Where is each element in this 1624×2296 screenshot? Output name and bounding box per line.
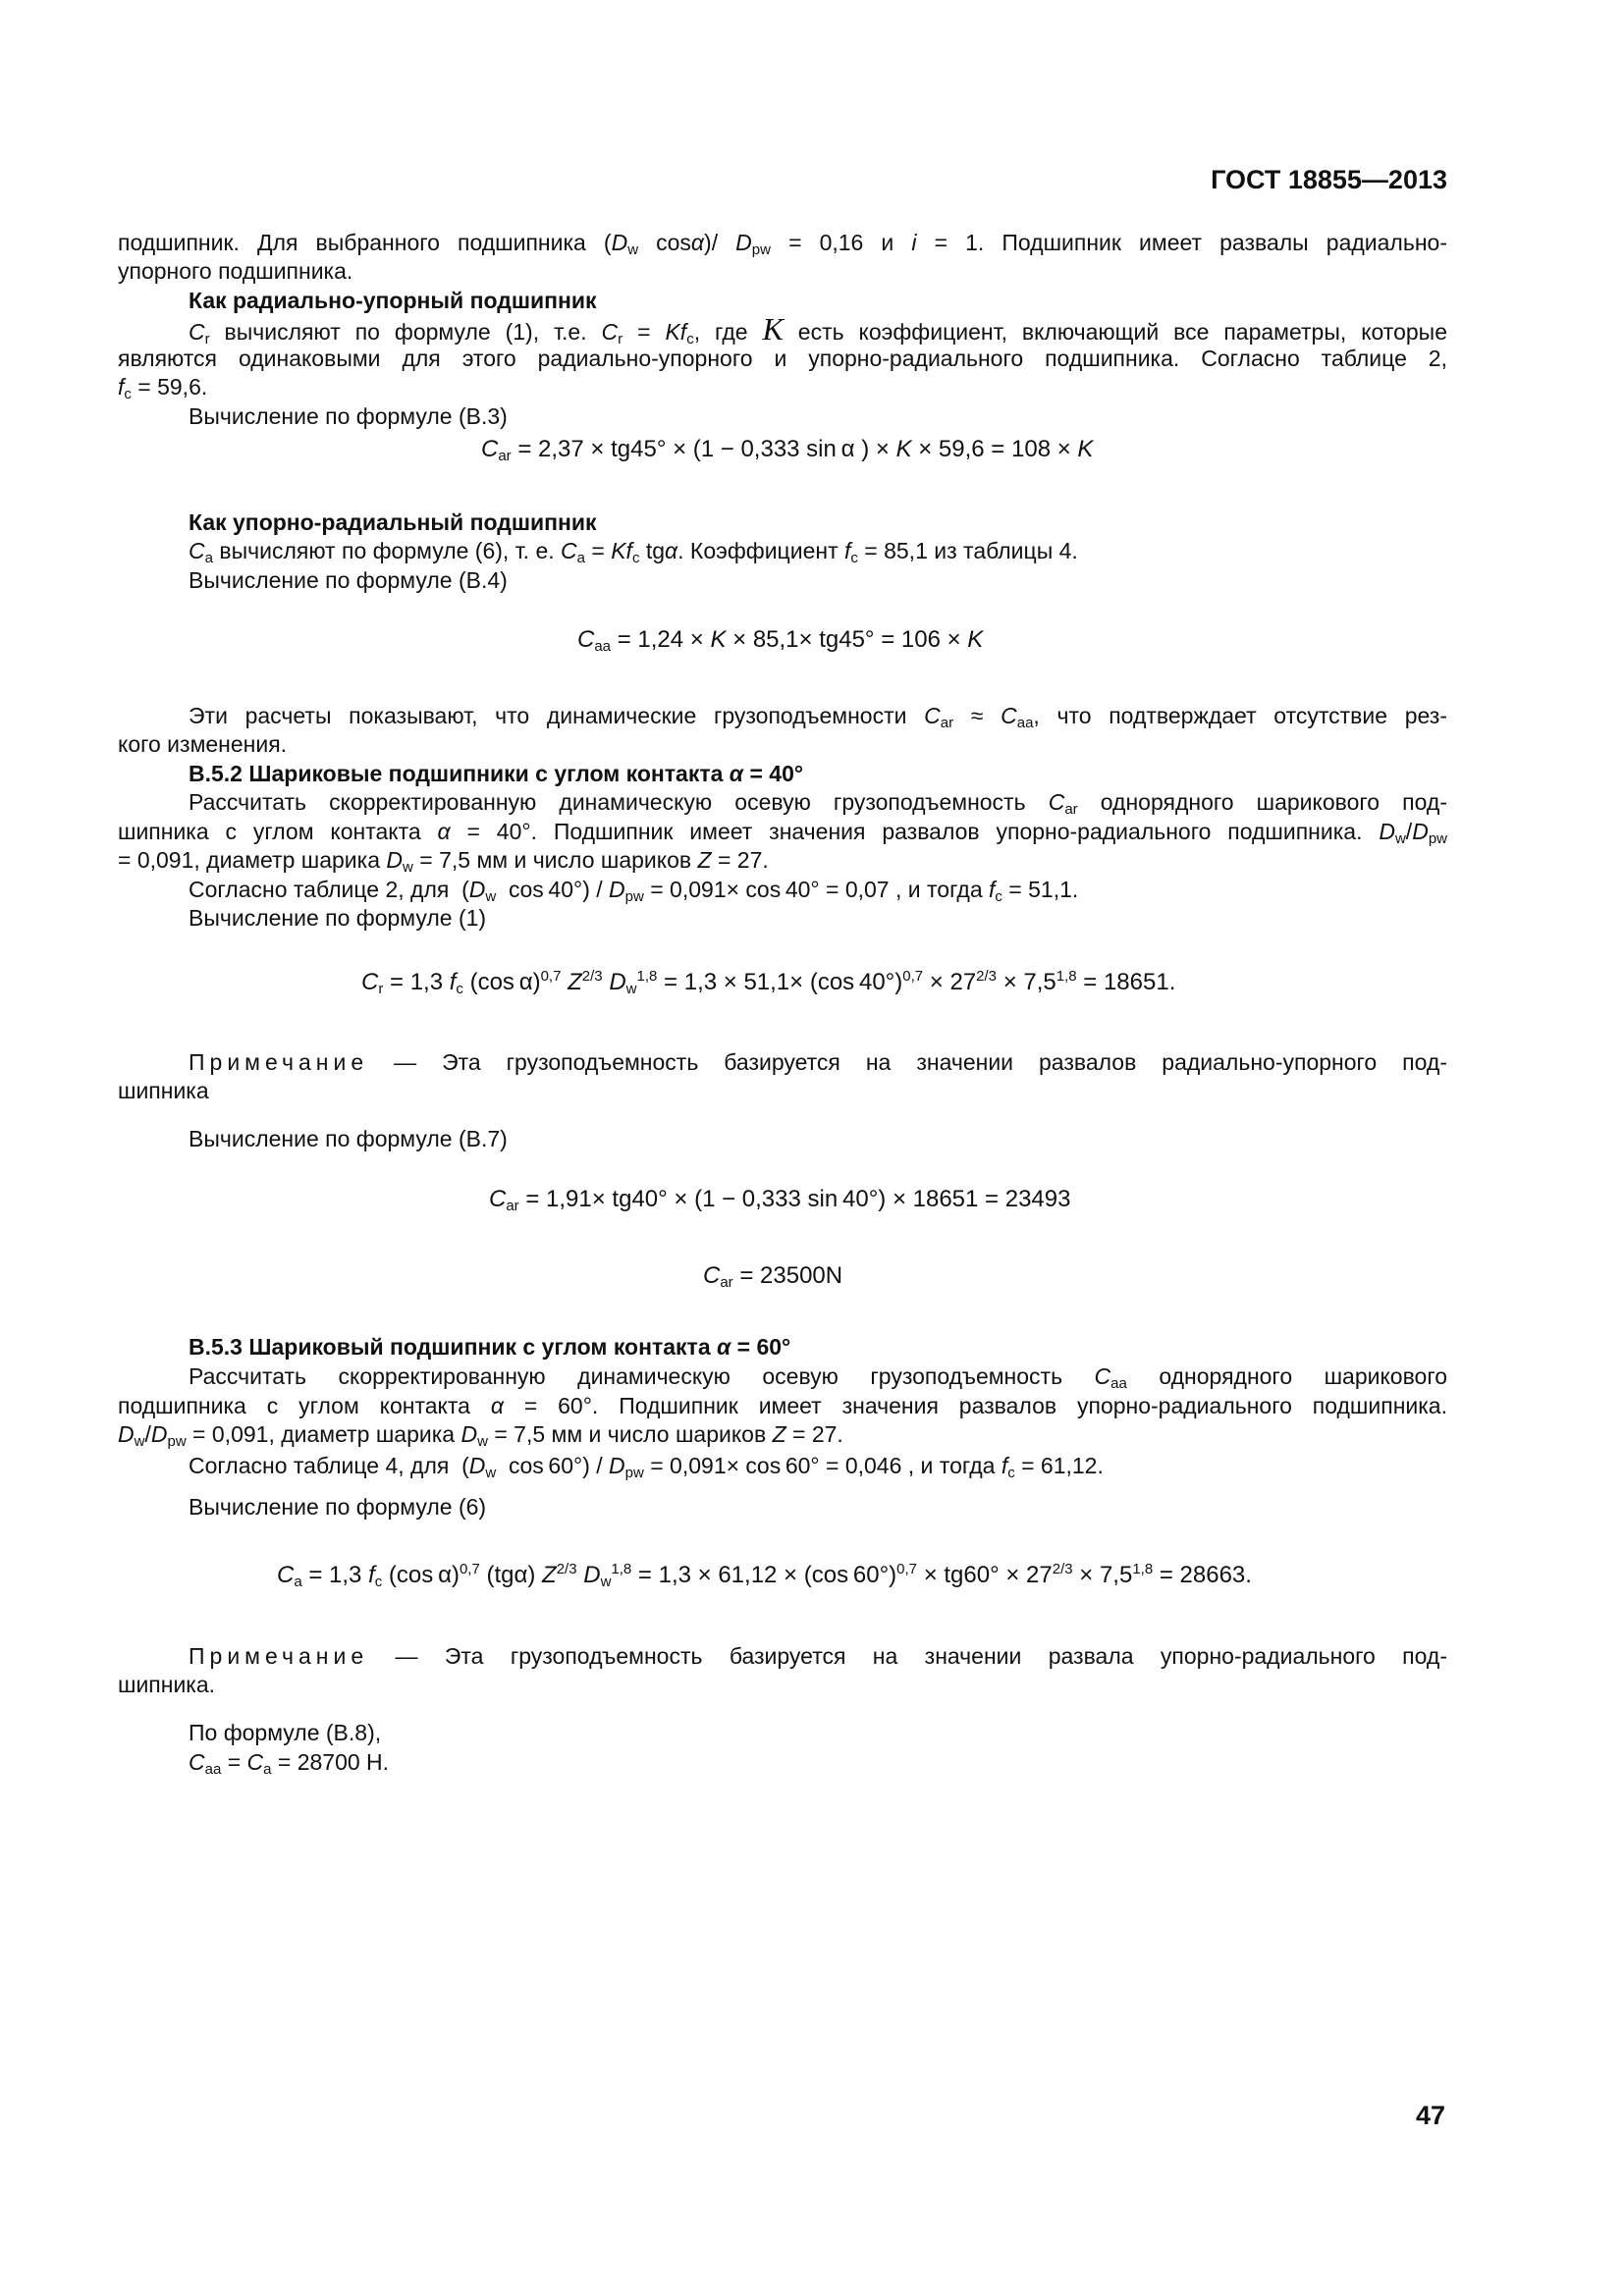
document-code: ГОСТ 18855—2013 [1211, 165, 1447, 194]
note-line: шипника. [118, 1672, 216, 1697]
paragraph-line: $f_c = 59,6$. [118, 374, 208, 402]
paragraph-line: $C_a$ вычисляют по формуле (6), т. е. $C_a = Kf_c$ tgα. Коэффициент $f_c = 85,1$ из таблицы 4. [189, 538, 1078, 566]
note-line: шипника [118, 1078, 209, 1103]
formula-car-b52: $C_{ar} = 1,91\times tg40^\circ \times (1 - 0,333$ sin 40°) × 18651 = 23493 [489, 1186, 1071, 1214]
paragraph-line: $D_w/D_{pw} = 0,091$, диаметр шарика $D_w = 7,5$ мм и число шариков Z = 27. [118, 1421, 843, 1450]
calc-caption: Вычисление по формуле (В.3) [189, 403, 508, 429]
calc-caption: Вычисление по формуле (6) [189, 1494, 487, 1520]
paragraph-line: $C_{aa} = C_a = 28700$ Н. [189, 1749, 390, 1778]
calc-caption: Вычисление по формуле (В.7) [189, 1126, 508, 1151]
paragraph-line: = 0,091, диаметр шарика $D_w = 7,5$ мм и число шариков Z = 27. [118, 847, 769, 876]
note-line: Примечание — Эта грузоподъемность базируется на значении развалов радиально-упорного под- [189, 1049, 1447, 1075]
paragraph-line: подшипник. Для выбранного подшипника ($D_w$ cosα)/ $D_{pw} = 0,16$ и i = 1. Подшипник имеет развалы радиально- [118, 230, 1447, 258]
paragraph-line: шипника с углом контакта α = 40°. Подшипник имеет значения развалов упорно-радиального подшипника. $D_w/D_{pw}$ [118, 819, 1447, 847]
formula-car-radial: $C_{ar} = 2,37 \times tg45^\circ \times (1 - 0,333$ sin α ) × K × 59,6 = 108 × K [481, 436, 1094, 464]
paragraph-line: Рассчитать скорректированную динамическую осевую грузоподъемность $C_{aa}$ однорядного шарикового [189, 1363, 1448, 1392]
paragraph-line: кого изменения. [118, 731, 288, 757]
page-number: 47 [1415, 2101, 1445, 2130]
paragraph-line: являются одинаковыми для этого радиально-упорного и упорно-радиального подшипника. Согласно таблице 2, [118, 346, 1447, 371]
paragraph-line: Согласно таблице 4, для ($D_w$ $\cos 60^\circ) / D_{pw} = 0,091\times \cos 60^\circ = 0,046$ , и тогда $f_c = 61,12$. [189, 1453, 1104, 1481]
section-heading-thrust: Как упорно-радиальный подшипник [189, 509, 597, 535]
paragraph-line: подшипника с углом контакта α = 60°. Подшипник имеет значения развалов упорно-радиального подшипника. [118, 1393, 1447, 1418]
section-heading-radial: Как радиально-упорный подшипник [189, 288, 597, 313]
section-heading-b53: В.5.3 Шариковый подшипник с углом контакта α = 60° [189, 1334, 791, 1360]
formula-caa-thrust: $C_{aa} = 1,24 \times K \times 85,1\times tg45^\circ = 106 \times K$ [577, 626, 984, 655]
formula-ca: $C_a = 1,3$ $f_c$ (cos α)$^{0,7}$ (tgα) $Z^{2/3}$ $D_w^{1,8} = 1,3 \times 61,12 \times (\cos$ $60^\circ)^{0,7} \times tg60^\circ \times 27^{2/3} \times 7,5^{1,8} = 28663$. [277, 1561, 1252, 1590]
note-line: Примечание — Эта грузоподъемность базируется на значении развала упорно-радиального под- [189, 1643, 1447, 1669]
paragraph-line: $C_r$ вычисляют по формуле (1), т.е. $C_r = Kf_c$, где K есть коэффициент, включающий все параметры, которые [189, 311, 1447, 347]
paragraph-line: упорного подшипника. [118, 258, 353, 284]
paragraph-line: Эти расчеты показывают, что динамические грузоподъемности $C_{ar} \approx C_{aa}$, что подтверждает отсутствие рез- [189, 703, 1447, 731]
calc-caption: Вычисление по формуле (В.4) [189, 567, 508, 593]
formula-cr: $C_r = 1,3$ $f_c$ (cos α)$^{0,7}$ $Z^{2/3}$ $D_w^{1,8} = 1,3 \times 51,1\times (\cos$ $40^\circ)^{0,7} \times 27^{2/3} \times 7,5^{1,8} = 18651$. [361, 968, 1176, 997]
formula-car-result: $C_{ar} = 23500N$ [703, 1262, 843, 1291]
section-heading-b52: В.5.2 Шариковые подшипники с углом контакта α = 40° [189, 761, 804, 786]
paragraph-line: Согласно таблице 2, для ($D_w$ $\cos 40^\circ) / D_{pw} = 0,091\times \cos 40^\circ = 0,07$ , и тогда $f_c = 51,1$. [189, 877, 1079, 905]
calc-caption: Вычисление по формуле (1) [189, 905, 487, 931]
paragraph-line: По формуле (В.8), [189, 1720, 382, 1745]
paragraph-line: Рассчитать скорректированную динамическую осевую грузоподъемность $C_{ar}$ однорядного шарикового под- [189, 789, 1447, 818]
